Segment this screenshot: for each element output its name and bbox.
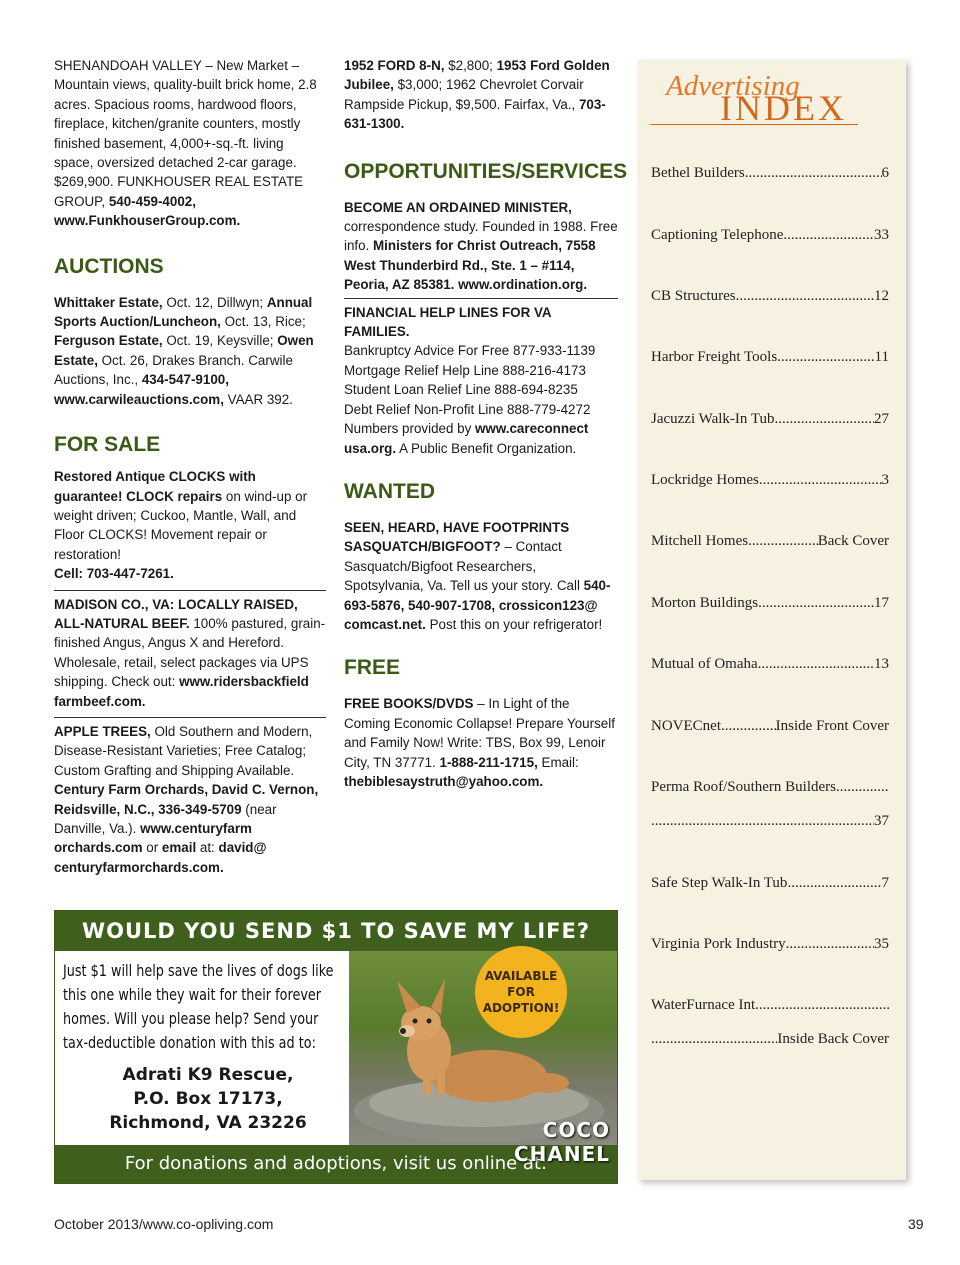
index-entry: Bethel Builders ..... 6 xyxy=(651,164,889,182)
ad-minister: BECOME AN ORDAINED MINISTER, correspondence study. Founded in 1988. Free info. Ministers for Christ Outreach, 7558 West Thunderbird Rd., Ste. 1 – #114, Peoria, AZ 85381. www.ordination.org. xyxy=(344,199,618,293)
index-entry: Perma Roof/Southern Builders ..... xyxy=(651,778,889,796)
classifieds-column-1 xyxy=(54,56,326,877)
ad-heading: SHENANDOAH VALLEY xyxy=(54,58,202,73)
ad-footer-banner: For donations and adoptions, visit us online at: www.adrati.com. xyxy=(55,1145,617,1183)
page-footer-issue: October 2013/www.co-opliving.com xyxy=(54,1216,274,1232)
divider xyxy=(54,717,326,718)
ad-headline: WOULD YOU SEND $1 TO SAVE MY LIFE? xyxy=(55,911,617,951)
ad-address: Adrati K9 Rescue, P.O. Box 17173, Richmond, VA 23226 xyxy=(109,1065,307,1133)
website-link[interactable]: www.FunkhouserGroup.com. xyxy=(54,213,241,229)
index-entry: Mitchell Homes ..... Back Cover xyxy=(651,532,889,550)
index-entry: Jacuzzi Walk-In Tub ..... 27 xyxy=(651,410,889,428)
index-entry: Lockridge Homes ..... 3 xyxy=(651,471,889,489)
section-free: FREE xyxy=(344,656,401,680)
ad-free-books: FREE BOOKS/DVDS – In Light of the Coming Economic Collapse! Prepare Yourself and Family Now! Write: TBS, Box 99, Lenoir City, TN 37771. 1-888-211-1715, Email: thebiblesaystruth@yahoo.com. xyxy=(344,696,615,789)
website-link[interactable]: www.centuryfarm orchards.com xyxy=(54,821,252,856)
index-title-index: INDEX xyxy=(720,88,847,128)
classifieds-column-2 xyxy=(344,56,628,791)
website-link[interactable]: www.careconnect usa.org. xyxy=(344,421,589,456)
ad-sasquatch: SEEN, HEARD, HAVE FOOTPRINTS SASQUATCH/BIGFOOT? – Contact Sasquatch/Bigfoot Researchers, Spotsylvania, Va. Tell us your story. Call 540-693-5876, 540-907-1708, crossicon123@ comcast.net. Post this on your refrigerator! xyxy=(344,519,611,632)
index-entry: WaterFurnace Int. ..... xyxy=(651,996,889,1014)
index-entry: Morton Buildings ..... 17 xyxy=(651,594,889,612)
index-entry: CB Structures ..... 12 xyxy=(651,287,889,305)
ad-apple-trees: APPLE TREES, Old Southern and Modern, Disease-Resistant Varieties; Free Catalog; Custom Grafting and Shipping Available. Century Farm Orchards, David C. Vernon, Reidsville, N.C., 336-349-5709 (near Danville, Va.). www.centuryfarm orchards.com or email at: david@ centuryfarmorchards.com. xyxy=(54,723,319,875)
email-link[interactable]: david@ centuryfarmorchards.com. xyxy=(54,840,267,875)
adoption-badge: AVAILABLE FOR ADOPTION! xyxy=(475,946,567,1038)
divider xyxy=(344,298,618,299)
email-link[interactable]: thebiblesaystruth@yahoo.com. xyxy=(344,773,544,789)
ad-body-text: Just $1 will help save the lives of dogs like this one while they wait for their forever homes. Will you please help? Send your tax-deductible donation with this ad to: xyxy=(63,961,334,1052)
index-entry-continued: ..... 37 xyxy=(651,812,889,830)
section-auctions: AUCTIONS xyxy=(54,254,164,278)
ad-helplines: FINANCIAL HELP LINES FOR VA FAMILIES. Bankruptcy Advice For Free 877-933-1139 Mortgage Relief Help Line 888-216-4173 Student Loan Relief Line 888-694-8235 Debt Relief Non-Profit Line 888-779-4272 Numbers provided by www.careconnect usa.org. A Public Benefit Organization. xyxy=(344,304,596,456)
ad-shenandoah: SHENANDOAH VALLEY – New Market – Mountain views, quality-built brick home, 2.8 acres. Spacious rooms, hardwood floors, fireplace, kitchen/granite counters, mostly finished basement, 4,000+-sq.-ft. living space, oversized detached 2-car garage. $269,900. FUNKHOUSER REAL ESTATE GROUP, 540-459-4002, www.FunkhouserGroup.com. xyxy=(54,58,317,229)
index-title-advertising: Advertising xyxy=(666,70,800,102)
section-wanted: WANTED xyxy=(344,479,435,503)
website-link[interactable]: www.ridersbackfield farmbeef.com. xyxy=(54,674,309,709)
index-entry: Virginia Pork Industry ..... 35 xyxy=(651,935,889,953)
index-entry-continued: ..... Inside Back Cover xyxy=(651,1030,889,1048)
ad-clocks: Restored Antique CLOCKS with guarantee! CLOCK repairs on wind-up or weight driven; Cuckoo, Mantle, Wall, and Floor CLOCKS! Movement repair or restoration! Cell: 703-447-7261. xyxy=(54,469,308,582)
website-link[interactable]: www.carwileauctions.com, xyxy=(54,391,224,407)
index-entry: Mutual of Omaha ..... 13 xyxy=(651,655,889,673)
ad-auctions: Whittaker Estate, Oct. 12, Dillwyn; Annual Sports Auction/Luncheon, Oct. 13, Rice; Ferguson Estate, Oct. 19, Keysville; Owen Estate, Oct. 26, Drakes Branch. Carwile Auctions, Inc., 434-547-9100, www.carwileauctions.com, VAAR 392. xyxy=(54,294,314,407)
ad-cars: 1952 FORD 8-N, $2,800; 1953 Ford Golden Jubilee, $3,000; 1962 Chevrolet Corvair Rampside Pickup, $9,500. Fairfax, Va., 703-631-1300. xyxy=(344,58,610,132)
index-title-underline xyxy=(650,124,858,125)
index-entry: Captioning Telephone ..... 33 xyxy=(651,226,889,244)
page-number: 39 xyxy=(908,1216,924,1232)
divider xyxy=(54,590,326,591)
dog-name-caption: COCO CHANEL xyxy=(513,1118,610,1166)
section-for-sale: FOR SALE xyxy=(54,433,161,457)
ad-beef: MADISON CO., VA: LOCALLY RAISED, ALL-NATURAL BEEF. 100% pastured, grain-finished Angus, Angus X and Hereford. Wholesale, retail, select packages via UPS shipping. Check out: www.ridersbackfield farmbeef.com. xyxy=(54,596,326,709)
section-opportunities: OPPORTUNITIES/SERVICES xyxy=(344,159,628,183)
index-entry: Harbor Freight Tools ..... 11 xyxy=(651,348,889,366)
index-entry: Safe Step Walk-In Tub ..... 7 xyxy=(651,874,889,892)
index-entry: NOVECnet ..... Inside Front Cover xyxy=(651,717,889,735)
